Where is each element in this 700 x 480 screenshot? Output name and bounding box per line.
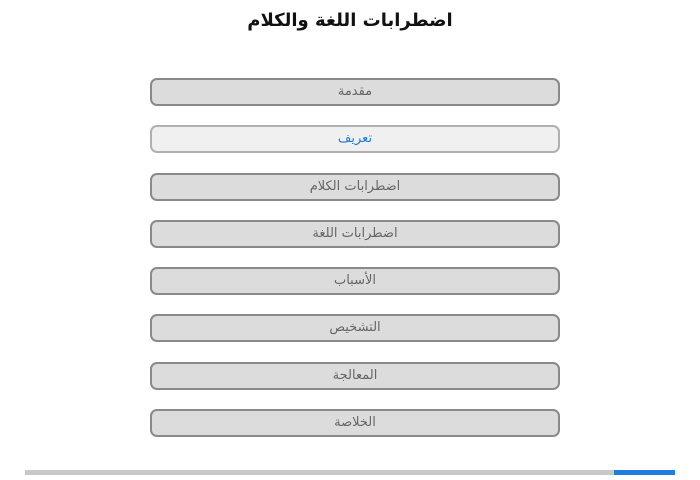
page-title: اضطرابات اللغة والكلام (247, 10, 453, 31)
menu-item-treatment[interactable]: المعالجة (150, 362, 560, 390)
progress-bar-fill (614, 470, 675, 475)
menu-item-diagnosis[interactable]: التشخيص (150, 314, 560, 342)
menu-item-definition[interactable]: تعريف (150, 125, 560, 153)
menu-item-language-disorders[interactable]: اضطرابات اللغة (150, 220, 560, 248)
menu-item-introduction[interactable]: مقدمة (150, 78, 560, 106)
menu-item-causes[interactable]: الأسباب (150, 267, 560, 295)
progress-bar (25, 470, 675, 475)
section-menu (150, 78, 560, 456)
menu-item-conclusion[interactable]: الخلاصة (150, 409, 560, 437)
menu-item-speech-disorders[interactable]: اضطرابات الكلام (150, 173, 560, 201)
